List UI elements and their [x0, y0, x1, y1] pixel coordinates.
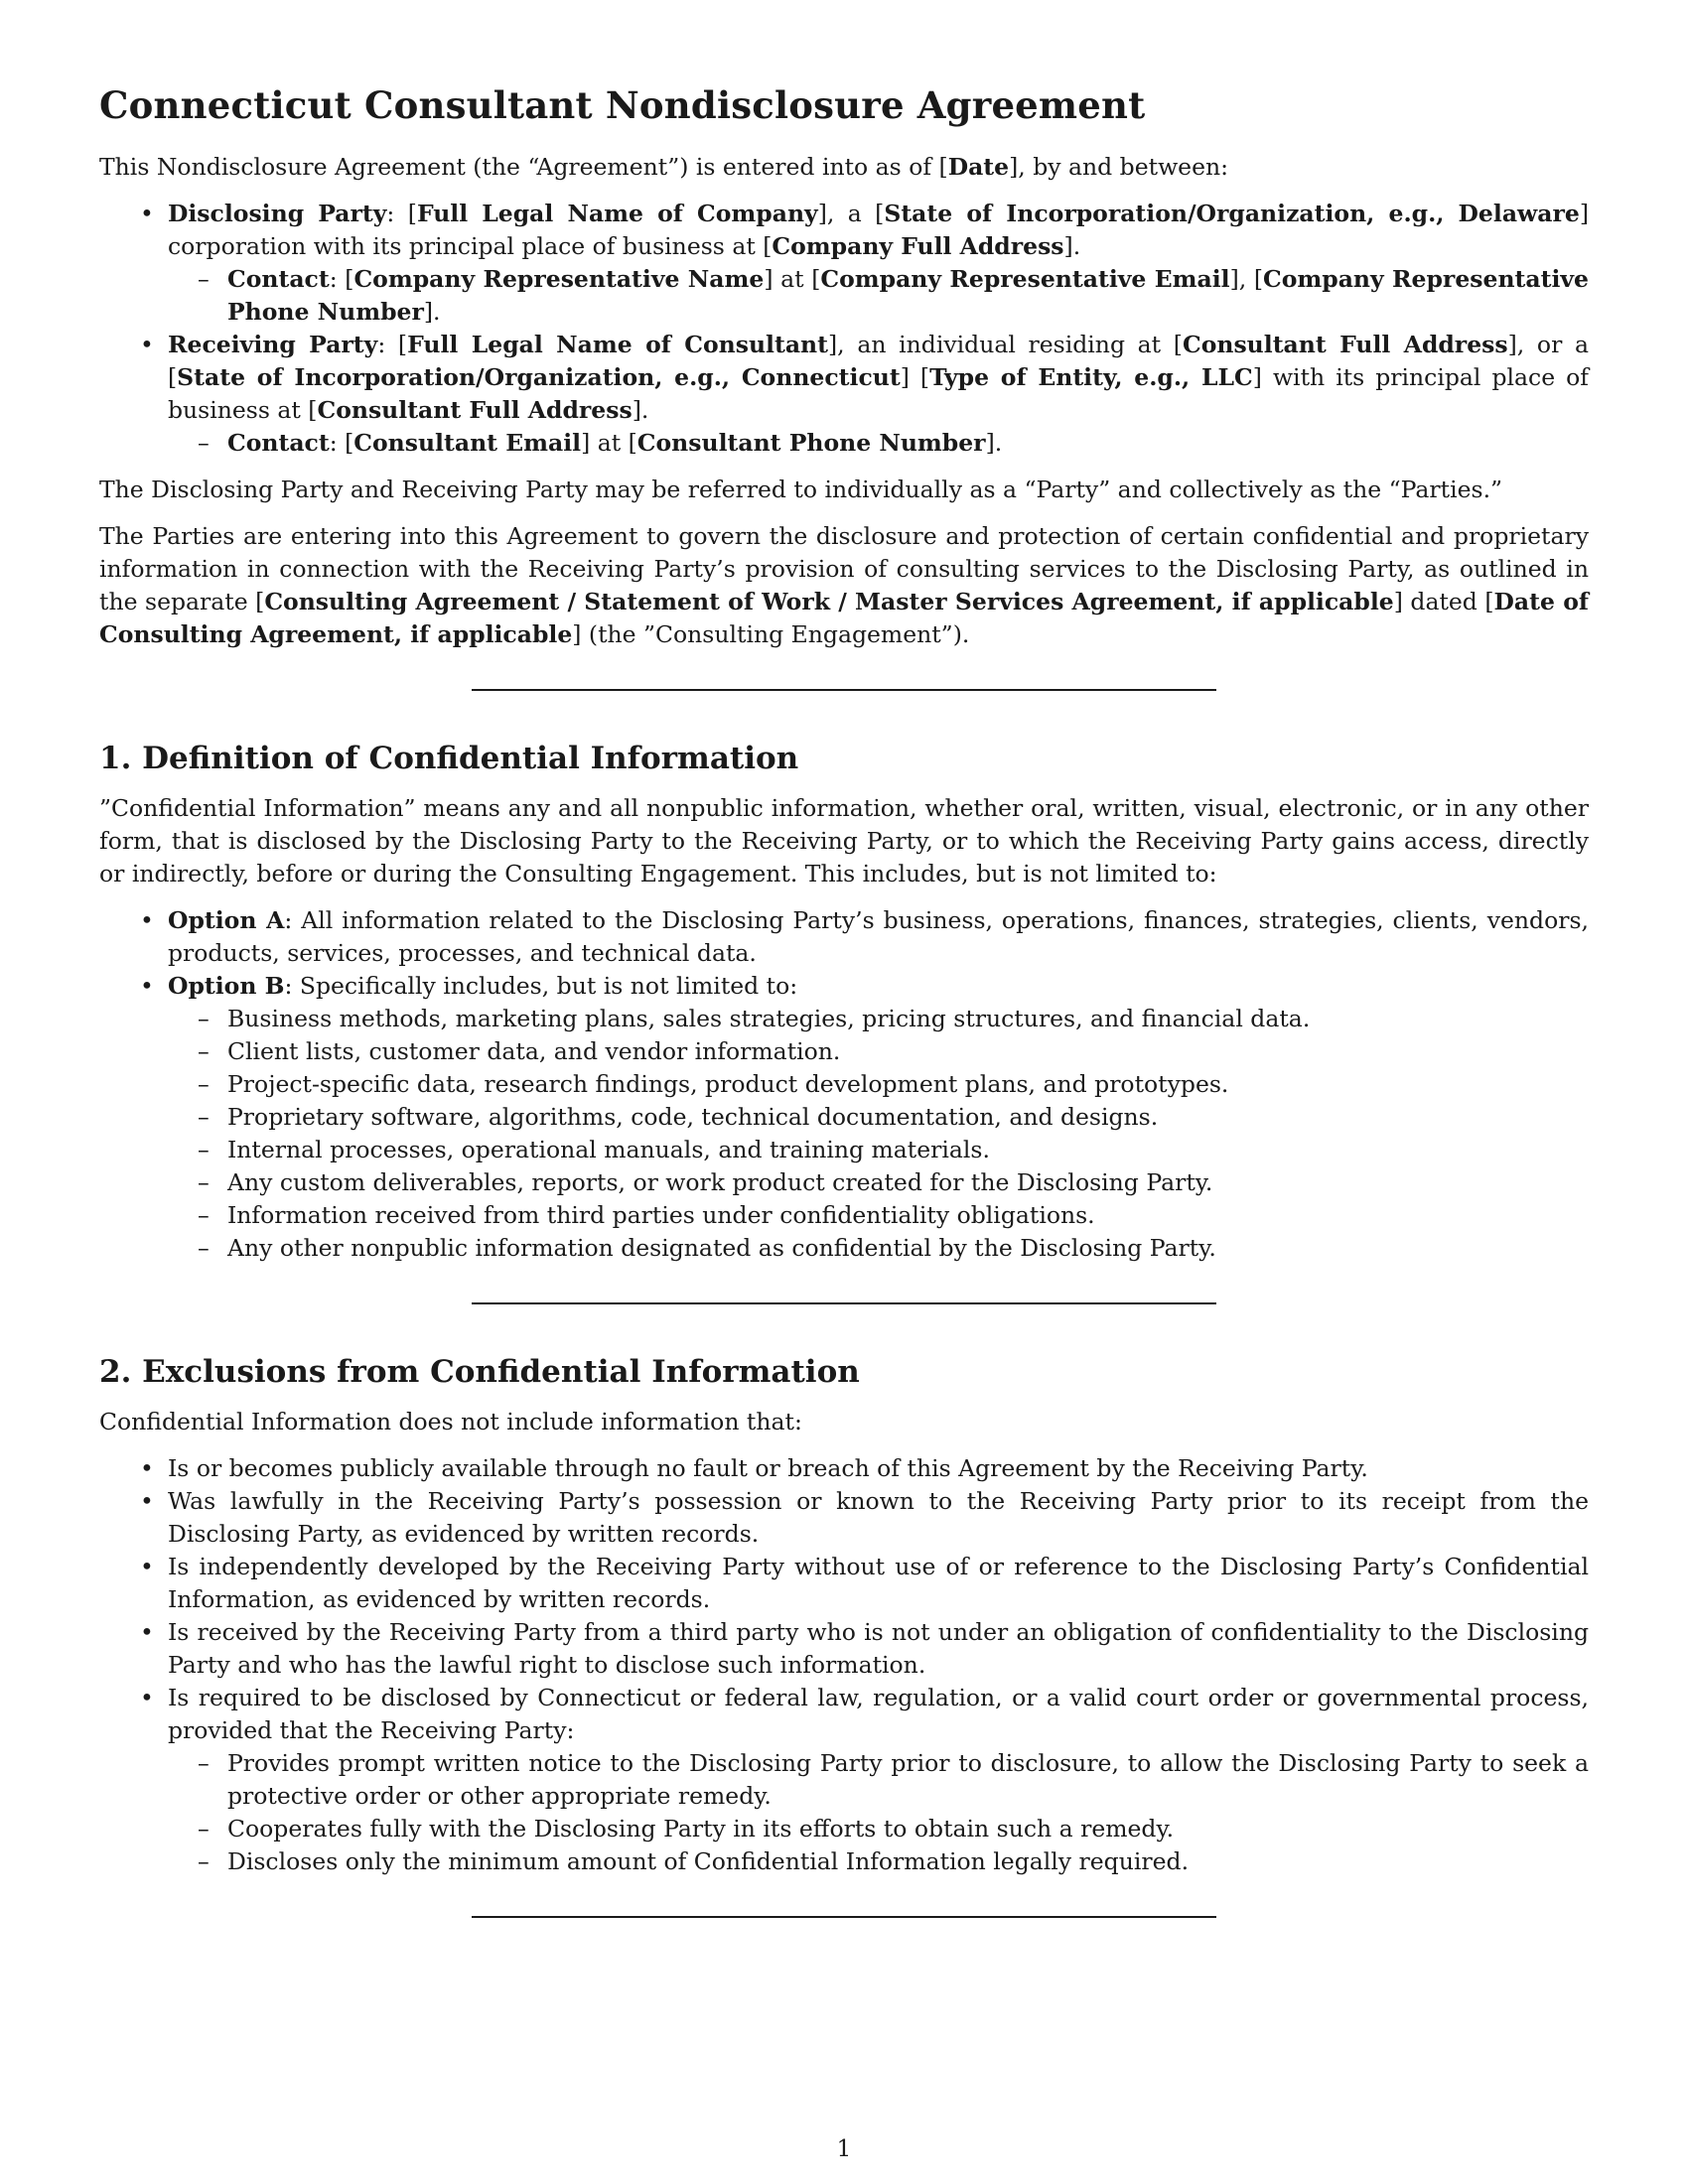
- list-item: – Any custom deliverables, reports, or work product created for the Disclosing Party.: [227, 1166, 1589, 1199]
- list-item: – Business methods, marketing plans, sales strategies, pricing structures, and financial data.: [227, 1003, 1589, 1035]
- document-title: Connecticut Consultant Nondisclosure Agreement: [99, 83, 1146, 127]
- list-item: • Is or becomes publicly available through no fault or breach of this Agreement by the Receiving Party.: [168, 1452, 1589, 1485]
- list-item: – Cooperates fully with the Disclosing Party in its efforts to obtain such a remedy.: [227, 1813, 1589, 1845]
- receiving-contact-list: [168, 427, 1589, 460]
- date-placeholder: Date: [947, 153, 1010, 181]
- option-b-sublist: [168, 1003, 1589, 1265]
- list-item: • Was lawfully in the Receiving Party’s possession or known to the Receiving Party prior to its receipt from the Disclosing Party, as evidenced by written records.: [168, 1485, 1589, 1551]
- list-item: – Provides prompt written notice to the Disclosing Party prior to disclosure, to allow the Disclosing Party to seek a protective order or other appropriate remedy.: [227, 1747, 1589, 1813]
- list-item-option-a: • Option A: All information related to the Disclosing Party’s business, operations, finances, strategies, clients, vendors, products, services, processes, and technical data.: [168, 904, 1589, 970]
- section-2-exclusions-list: [99, 1452, 1589, 1878]
- list-item-receiving-contact: – Contact: [Consultant Email] at [Consultant Phone Number].: [227, 427, 1589, 460]
- list-item-disclosing-party: • Disclosing Party: [Full Legal Name of Company], a [State of Incorporation/Organization, e.g., Delaware] corporation with its principal place of business at [Company Full Address]. – Contact: [Company Representative Name] at [Company Representative Email], [Company Representative Phone Number].: [168, 198, 1589, 329]
- list-item: – Information received from third parties under confidentiality obligations.: [227, 1199, 1589, 1232]
- list-item: – Project-specific data, research findings, product development plans, and prototypes.: [227, 1068, 1589, 1101]
- section-divider: [472, 1302, 1216, 1304]
- page-number: 1: [836, 2136, 852, 2162]
- disclosing-contact-list: [168, 263, 1589, 329]
- intro-paragraph: This Nondisclosure Agreement (the “Agreement”) is entered into as of [Date], by and between:: [99, 153, 1229, 181]
- list-item: • Is independently developed by the Receiving Party without use of or reference to the Disclosing Party’s Confidential Information, as evidenced by written records.: [168, 1551, 1589, 1616]
- list-item: • Is received by the Receiving Party from a third party who is not under an obligation of confidentiality to the Disclosing Party and who has the lawful right to disclose such information.: [168, 1616, 1589, 1682]
- list-item: – Discloses only the minimum amount of Confidential Information legally required.: [227, 1845, 1589, 1878]
- section-1-options-list: [99, 904, 1589, 1265]
- list-item-disclosing-contact: – Contact: [Company Representative Name] at [Company Representative Email], [Company Representative Phone Number].: [227, 263, 1589, 329]
- list-item-legal-disclosure: • Is required to be disclosed by Connecticut or federal law, regulation, or a valid court order or governmental process, provided that the Receiving Party: – Provides prompt written notice to the Disclosing Party prior to disclosure, to allow the Disclosing Party to seek a protective order or other appropriate remedy. – Cooperates fully with the Disclosing Party in its efforts to obtain such a remedy. – Discloses only the minimum amount of Confidential Information legally required.: [168, 1682, 1589, 1878]
- list-item: – Proprietary software, algorithms, code, technical documentation, and designs.: [227, 1101, 1589, 1134]
- section-divider: [472, 1916, 1216, 1918]
- section-divider: [472, 689, 1216, 691]
- list-item: – Internal processes, operational manuals, and training materials.: [227, 1134, 1589, 1166]
- section-1-heading: 1. Definition of Confidential Information: [99, 741, 799, 776]
- document-page: [99, 83, 1589, 1968]
- purpose-paragraph: The Parties are entering into this Agreement to govern the disclosure and protection of certain confidential and proprietary information in connection with the Receiving Party’s provision of consulting services to the Disclosing Party, as outlined in the separate [Consulting Agreement / Statement of Work / Master Services Agreement, if applicable] dated [Date of Consulting Agreement, if applicable] (the ”Consulting Engagement”).: [99, 522, 1589, 648]
- list-item-receiving-party: • Receiving Party: [Full Legal Name of Consultant], an individual residing at [Consultant Full Address], or a [State of Incorporation/Organization, e.g., Connecticut] [Type of Entity, e.g., LLC] with its principal place of business at [Consultant Full Address]. – Contact: [Consultant Email] at [Consultant Phone Number].: [168, 329, 1589, 460]
- section-1-intro: ”Confidential Information” means any and all nonpublic information, whether oral, written, visual, electronic, or in any other form, that is disclosed by the Disclosing Party to the Receiving Party, or to which the Receiving Party gains access, directly or indirectly, before or during the Consulting Engagement. This includes, but is not limited to:: [99, 794, 1589, 887]
- list-item-option-b: • Option B: Specifically includes, but is not limited to: – Business methods, marketing plans, sales strategies, pricing structures, and financial data. – Client lists, customer data, and vendor information. – Project-specific data, research findings, product development plans, and prototypes. – Proprietary software, algorithms, code, technical documentation, and designs. – Internal processes, operational manuals, and training materials. – Any custom deliverables, reports, or work product created for the Disclosing Party. – Information received from third parties under confidentiality obligations. – Any other nonpublic information designated as confidential by the Disclosing Party.: [168, 970, 1589, 1265]
- list-item: – Client lists, customer data, and vendor information.: [227, 1035, 1589, 1068]
- parties-note-paragraph: The Disclosing Party and Receiving Party may be referred to individually as a “Party” and collectively as the “Parties.”: [99, 476, 1503, 503]
- list-item: – Any other nonpublic information designated as confidential by the Disclosing Party.: [227, 1232, 1589, 1265]
- legal-disclosure-sublist: [168, 1747, 1589, 1878]
- section-2-intro: Confidential Information does not include information that:: [99, 1408, 802, 1435]
- section-2-heading: 2. Exclusions from Confidential Information: [99, 1354, 860, 1390]
- parties-list: [99, 198, 1589, 460]
